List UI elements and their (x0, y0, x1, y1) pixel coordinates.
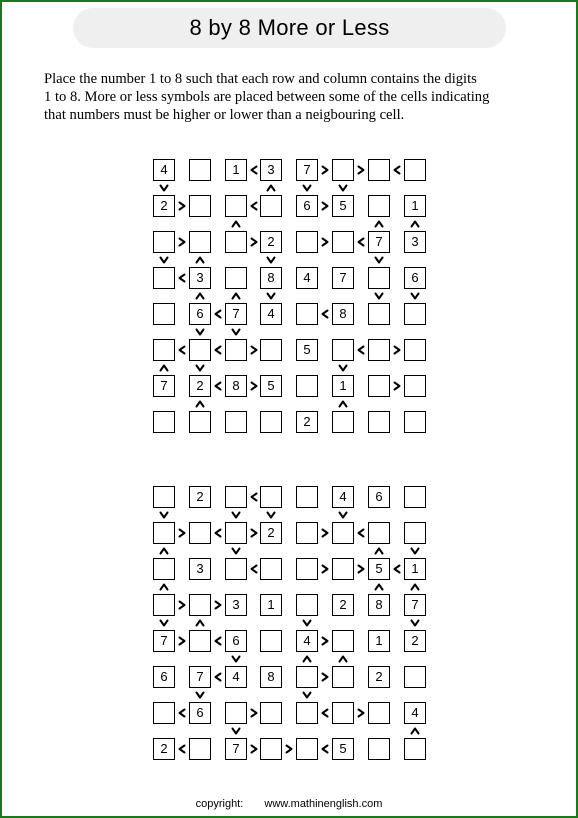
grid-cell[interactable]: 5 (332, 738, 354, 760)
grid-cell[interactable]: 3 (225, 594, 247, 616)
grid-cell[interactable]: 7 (296, 159, 318, 181)
grid-cell[interactable] (368, 411, 390, 433)
grid-cell[interactable]: 6 (189, 702, 211, 724)
grid-cell[interactable]: 7 (153, 630, 175, 652)
grid-cell[interactable] (153, 267, 175, 289)
up-caret-symbol (373, 545, 385, 557)
less-than-symbol (176, 743, 188, 755)
up-caret-symbol (230, 290, 242, 302)
up-caret-symbol (337, 653, 349, 665)
down-caret-symbol (409, 617, 421, 629)
less-than-symbol (248, 563, 260, 575)
footer (0, 798, 578, 810)
grid-cell[interactable] (189, 195, 211, 217)
greater-than-symbol (319, 563, 331, 575)
grid-cell[interactable] (296, 558, 318, 580)
grid-cell[interactable]: 6 (189, 303, 211, 325)
grid-cell[interactable] (332, 339, 354, 361)
grid-cell[interactable] (153, 231, 175, 253)
up-caret-symbol (373, 581, 385, 593)
grid-cell[interactable] (296, 666, 318, 688)
greater-than-symbol (176, 635, 188, 647)
grid-cell[interactable]: 5 (368, 558, 390, 580)
grid-cell[interactable] (368, 339, 390, 361)
grid-cell[interactable]: 4 (404, 702, 426, 724)
grid-cell[interactable] (225, 486, 247, 508)
greater-than-symbol (355, 563, 367, 575)
title-banner (73, 8, 506, 48)
down-caret-symbol (409, 545, 421, 557)
down-caret-symbol (373, 290, 385, 302)
grid-cell[interactable]: 2 (189, 375, 211, 397)
greater-than-symbol (248, 743, 260, 755)
grid-cell[interactable]: 7 (404, 594, 426, 616)
grid-cell[interactable]: 6 (153, 666, 175, 688)
grid-cell[interactable] (332, 522, 354, 544)
grid-cell[interactable] (404, 522, 426, 544)
grid-cell[interactable] (332, 630, 354, 652)
down-caret-symbol (158, 182, 170, 194)
down-caret-symbol (194, 326, 206, 338)
up-caret-symbol (230, 218, 242, 230)
down-caret-symbol (301, 182, 313, 194)
grid-cell[interactable]: 8 (260, 666, 282, 688)
grid-cell[interactable] (225, 231, 247, 253)
grid-cell[interactable] (225, 195, 247, 217)
down-caret-symbol (265, 290, 277, 302)
up-caret-symbol (158, 545, 170, 557)
less-than-symbol (212, 527, 224, 539)
up-caret-symbol (158, 581, 170, 593)
grid-cell[interactable]: 4 (296, 630, 318, 652)
grid-cell[interactable] (225, 522, 247, 544)
grid-cell[interactable]: 1 (404, 558, 426, 580)
grid-cell[interactable] (225, 339, 247, 361)
grid-cell[interactable] (332, 411, 354, 433)
instruction-line: Place the number 1 to 8 such that each row and column contains the digits (44, 71, 477, 87)
grid-cell[interactable] (153, 486, 175, 508)
less-than-symbol (212, 671, 224, 683)
down-caret-symbol (230, 653, 242, 665)
grid-cell[interactable]: 8 (225, 375, 247, 397)
grid-cell[interactable] (153, 522, 175, 544)
grid-cell[interactable]: 5 (260, 375, 282, 397)
grid-cell[interactable]: 8 (332, 303, 354, 325)
grid-cell[interactable]: 1 (260, 594, 282, 616)
down-caret-symbol (230, 326, 242, 338)
grid-cell[interactable]: 3 (189, 267, 211, 289)
greater-than-symbol (176, 200, 188, 212)
grid-cell[interactable]: 7 (368, 231, 390, 253)
less-than-symbol (319, 707, 331, 719)
up-caret-symbol (337, 398, 349, 410)
grid-cell[interactable]: 2 (260, 231, 282, 253)
grid-cell[interactable]: 4 (260, 303, 282, 325)
greater-than-symbol (391, 380, 403, 392)
grid-cell[interactable] (260, 630, 282, 652)
grid-cell[interactable] (368, 522, 390, 544)
copyright-label: copyright: (195, 798, 244, 810)
grid-cell[interactable] (189, 411, 211, 433)
grid-cell[interactable]: 2 (260, 522, 282, 544)
grid-cell[interactable] (404, 486, 426, 508)
grid-cell[interactable] (153, 558, 175, 580)
down-caret-symbol (194, 689, 206, 701)
grid-cell[interactable]: 4 (225, 666, 247, 688)
greater-than-symbol (319, 164, 331, 176)
greater-than-symbol (248, 344, 260, 356)
grid-cell[interactable] (189, 522, 211, 544)
up-caret-symbol (409, 725, 421, 737)
grid-cell[interactable] (189, 630, 211, 652)
less-than-symbol (248, 491, 260, 503)
grid-cell[interactable] (296, 738, 318, 760)
grid-cell[interactable] (296, 522, 318, 544)
greater-than-symbol (248, 236, 260, 248)
less-than-symbol (176, 272, 188, 284)
less-than-symbol (212, 635, 224, 647)
up-caret-symbol (158, 362, 170, 374)
grid-cell[interactable] (153, 339, 175, 361)
less-than-symbol (248, 200, 260, 212)
grid-cell[interactable]: 8 (368, 594, 390, 616)
grid-cell[interactable]: 6 (225, 630, 247, 652)
grid-cell[interactable] (153, 594, 175, 616)
greater-than-symbol (176, 236, 188, 248)
grid-cell[interactable]: 2 (296, 411, 318, 433)
up-caret-symbol (194, 617, 206, 629)
up-caret-symbol (409, 218, 421, 230)
less-than-symbol (319, 743, 331, 755)
grid-cell[interactable]: 2 (189, 486, 211, 508)
less-than-symbol (176, 707, 188, 719)
grid-cell[interactable]: 2 (153, 195, 175, 217)
grid-cell[interactable] (260, 558, 282, 580)
greater-than-symbol (248, 380, 260, 392)
up-caret-symbol (194, 254, 206, 266)
grid-cell[interactable] (153, 411, 175, 433)
grid-cell[interactable] (296, 375, 318, 397)
grid-cell[interactable] (153, 702, 175, 724)
greater-than-symbol (283, 743, 295, 755)
grid-cell[interactable] (296, 231, 318, 253)
less-than-symbol (248, 164, 260, 176)
greater-than-symbol (248, 707, 260, 719)
grid-cell[interactable] (368, 267, 390, 289)
greater-than-symbol (355, 707, 367, 719)
down-caret-symbol (301, 617, 313, 629)
grid-cell[interactable] (332, 231, 354, 253)
grid-cell[interactable] (332, 159, 354, 181)
grid-cell[interactable] (368, 702, 390, 724)
grid-cell[interactable] (332, 558, 354, 580)
grid-cell[interactable] (260, 702, 282, 724)
grid-cell[interactable] (189, 339, 211, 361)
down-caret-symbol (158, 254, 170, 266)
grid-cell[interactable]: 6 (404, 267, 426, 289)
down-caret-symbol (230, 725, 242, 737)
up-caret-symbol (301, 653, 313, 665)
grid-cell[interactable] (404, 738, 426, 760)
grid-cell[interactable] (404, 159, 426, 181)
down-caret-symbol (194, 362, 206, 374)
down-caret-symbol (373, 254, 385, 266)
down-caret-symbol (158, 509, 170, 521)
down-caret-symbol (230, 509, 242, 521)
grid-cell[interactable]: 4 (153, 159, 175, 181)
grid-cell[interactable]: 2 (153, 738, 175, 760)
up-caret-symbol (194, 398, 206, 410)
grid-cell[interactable] (404, 411, 426, 433)
grid-cell[interactable] (332, 702, 354, 724)
grid-cell[interactable] (225, 411, 247, 433)
grid-cell[interactable]: 7 (189, 666, 211, 688)
grid-cell[interactable] (189, 594, 211, 616)
grid-cell[interactable] (225, 702, 247, 724)
grid-cell[interactable]: 1 (404, 195, 426, 217)
grid-cell[interactable] (189, 159, 211, 181)
grid-cell[interactable] (225, 558, 247, 580)
grid-cell[interactable] (189, 738, 211, 760)
grid-cell[interactable]: 7 (332, 267, 354, 289)
grid-cell[interactable] (368, 738, 390, 760)
grid-cell[interactable]: 5 (332, 195, 354, 217)
grid-cell[interactable] (368, 195, 390, 217)
down-caret-symbol (337, 182, 349, 194)
instruction-line: that numbers must be higher or lower than a neigbouring cell. (44, 107, 405, 123)
grid-cell[interactable]: 7 (153, 375, 175, 397)
greater-than-symbol (319, 527, 331, 539)
grid-cell[interactable]: 7 (225, 738, 247, 760)
down-caret-symbol (409, 290, 421, 302)
greater-than-symbol (355, 164, 367, 176)
less-than-symbol (212, 308, 224, 320)
greater-than-symbol (319, 200, 331, 212)
down-caret-symbol (337, 509, 349, 521)
down-caret-symbol (158, 617, 170, 629)
grid-cell[interactable]: 7 (225, 303, 247, 325)
down-caret-symbol (265, 509, 277, 521)
greater-than-symbol (319, 236, 331, 248)
instruction-line: 1 to 8. More or less symbols are placed between some of the cells indicating (44, 89, 490, 105)
instructions (44, 70, 544, 124)
page-title: 8 by 8 More or Less (189, 15, 390, 40)
up-caret-symbol (194, 290, 206, 302)
down-caret-symbol (230, 545, 242, 557)
grid-cell[interactable] (368, 303, 390, 325)
grid-cell[interactable] (260, 738, 282, 760)
grid-cell[interactable] (404, 339, 426, 361)
less-than-symbol (355, 236, 367, 248)
grid-cell[interactable] (260, 486, 282, 508)
up-caret-symbol (409, 581, 421, 593)
grid-cell[interactable]: 3 (189, 558, 211, 580)
less-than-symbol (355, 527, 367, 539)
down-caret-symbol (265, 254, 277, 266)
grid-cell[interactable]: 2 (404, 630, 426, 652)
grid-cell[interactable] (296, 303, 318, 325)
greater-than-symbol (319, 671, 331, 683)
greater-than-symbol (176, 527, 188, 539)
grid-cell[interactable]: 2 (332, 594, 354, 616)
less-than-symbol (212, 380, 224, 392)
grid-cell[interactable]: 1 (225, 159, 247, 181)
grid-cell[interactable] (260, 339, 282, 361)
grid-cell[interactable] (189, 231, 211, 253)
up-caret-symbol (265, 182, 277, 194)
greater-than-symbol (319, 635, 331, 647)
grid-cell[interactable]: 8 (260, 267, 282, 289)
less-than-symbol (212, 344, 224, 356)
greater-than-symbol (212, 599, 224, 611)
greater-than-symbol (176, 599, 188, 611)
grid-cell[interactable]: 6 (296, 195, 318, 217)
copyright-site: www.mathinenglish.com (264, 798, 383, 810)
grid-cell[interactable] (296, 594, 318, 616)
grid-cell[interactable]: 2 (368, 666, 390, 688)
grid-cell[interactable]: 4 (296, 267, 318, 289)
less-than-symbol (176, 344, 188, 356)
grid-cell[interactable] (404, 375, 426, 397)
less-than-symbol (319, 308, 331, 320)
grid-cell[interactable]: 4 (332, 486, 354, 508)
grid-cell[interactable]: 5 (296, 339, 318, 361)
grid-cell[interactable] (153, 303, 175, 325)
grid-cell[interactable]: 1 (332, 375, 354, 397)
grid-cell[interactable] (225, 267, 247, 289)
grid-cell[interactable]: 3 (260, 159, 282, 181)
grid-cell[interactable] (296, 702, 318, 724)
less-than-symbol (391, 164, 403, 176)
greater-than-symbol (391, 344, 403, 356)
grid-cell[interactable] (404, 303, 426, 325)
grid-cell[interactable] (332, 666, 354, 688)
down-caret-symbol (301, 689, 313, 701)
less-than-symbol (355, 344, 367, 356)
grid-cell[interactable] (368, 159, 390, 181)
grid-cell[interactable] (260, 195, 282, 217)
less-than-symbol (391, 563, 403, 575)
grid-cell[interactable] (260, 411, 282, 433)
grid-cell[interactable] (404, 666, 426, 688)
grid-cell[interactable]: 6 (368, 486, 390, 508)
up-caret-symbol (373, 218, 385, 230)
greater-than-symbol (248, 527, 260, 539)
down-caret-symbol (337, 362, 349, 374)
grid-cell[interactable] (368, 375, 390, 397)
grid-cell[interactable]: 3 (404, 231, 426, 253)
grid-cell[interactable] (296, 486, 318, 508)
grid-cell[interactable]: 1 (368, 630, 390, 652)
